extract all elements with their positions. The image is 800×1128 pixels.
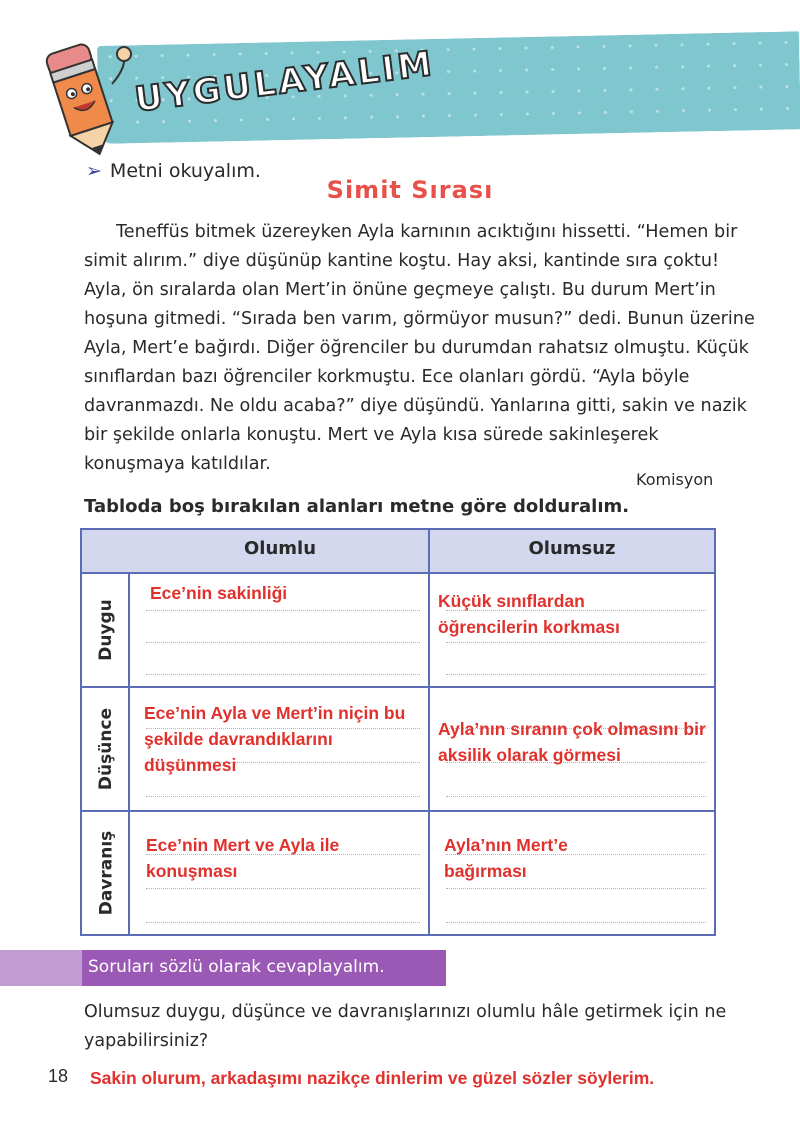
row-label-duygu: Duygu — [96, 599, 117, 661]
row-label-davranis: Davranış — [96, 830, 117, 916]
oral-answer: Sakin olurum, arkadaşımı nazikçe dinlerim ve güzel sözler söylerim. — [90, 1068, 655, 1088]
oral-section-bar-left — [0, 950, 82, 986]
row-label-dusunce: Düşünce — [96, 707, 116, 791]
feelings-table — [80, 528, 716, 936]
oral-section-title: Soruları sözlü olarak cevaplayalım. — [88, 957, 385, 977]
task-instruction: Tabloda boş bırakılan alanları metne göre dolduralım. — [84, 496, 630, 517]
story-text: Teneffüs bitmek üzereyken Ayla karnının acıktığını hissetti. “Hemen bir simit alırım.” diye düşünüp kantine koştu. Hay aksi, kantinde sıra çoktu! Ayla, ön sıralarda olan Mert’in önüne geçmeye çalıştı. Bu durum Mert’in hoşuna gitmedi. “Sırada ben varım, görmüyor musun?” dedi. Bunun üzerine Ayla, Mert’e bağırdı. Diğer öğrenciler bu durumdan rahatsız olmuştu. Küçük sınıflardan bazı öğrenciler korkmuştu. Ece olanları gördü. “Ayla böyle davranmazdı. Ne oldu acaba?” diye düşündü. Yanlarına gitti, sakin ve nazik bir şekilde onlarla konuştu. Mert ve Ayla kısa sürede sakinleşerek konuşmaya katıldılar. — [84, 222, 755, 474]
answer-text: Ece’nin Ayla ve Mert’in niçin bu şekilde davrandıklarını düşünmesi — [144, 703, 406, 775]
answer-text: Ece’nin Mert ve Ayla ile konuşması — [146, 835, 340, 881]
answer-text: Ayla’nın sıranın çok olmasını bir aksilik olarak görmesi — [438, 719, 706, 765]
oral-question: Olumsuz duygu, düşünce ve davranışlarınızı olumlu hâle getirmek için ne yapabilirsiniz? — [84, 1002, 727, 1051]
answer-text: Ece’nin sakinliği — [150, 583, 288, 603]
header-positive: Olumlu — [243, 538, 317, 559]
answer-text: Küçük sınıflardan öğrencilerin korkması — [438, 591, 620, 637]
header-negative: Olumsuz — [528, 538, 616, 559]
table-cell-dusunce-positive — [130, 688, 428, 810]
table-header — [82, 530, 714, 574]
pencil-mascot-icon — [28, 28, 138, 158]
oral-section-bar — [82, 950, 446, 986]
table-cell-duygu-negative — [430, 574, 714, 686]
section-title: UYGULAYALIM — [132, 43, 437, 121]
table-cell-duygu-positive — [130, 574, 428, 686]
page-number: 18 — [48, 1066, 69, 1086]
story-source: Komisyon — [636, 470, 714, 489]
instruction-text: Metni okuyalım. — [109, 160, 261, 182]
answer-text: Ayla’nın Mert’e bağırması — [444, 835, 568, 881]
story-title: Simit Sırası — [326, 176, 494, 204]
table-cell-davranis-positive — [130, 812, 428, 934]
table-cell-davranis-negative — [430, 812, 714, 934]
table-cell-dusunce-negative — [430, 688, 714, 810]
arrow-icon: ➢ — [86, 160, 102, 182]
